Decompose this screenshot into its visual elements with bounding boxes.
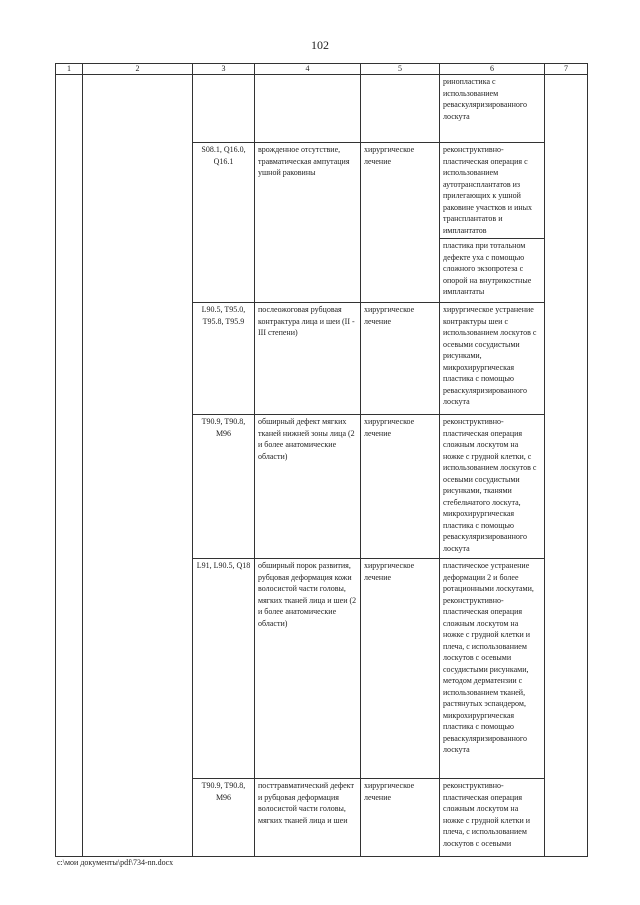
column-number: 7	[545, 64, 588, 75]
diagnosis-cell: посттравматический дефект и рубцовая деформация волосистой части головы, мягких тканей лица и шеи	[255, 779, 361, 857]
group-name-cell	[83, 75, 193, 857]
icd-code-cell: L91, L90.5, Q18	[193, 559, 255, 779]
treatment-type-cell: хирургическое лечение	[361, 559, 440, 779]
table-row	[56, 75, 588, 143]
diagnosis-cell	[255, 75, 361, 143]
page-number: 102	[311, 38, 329, 52]
diagnosis-cell: послеожоговая рубцовая контрактура лица и шеи (II - III степени)	[255, 303, 361, 415]
treatment-type-cell: хирургическое лечение	[361, 415, 440, 559]
method-cell: хирургическое устранение контрактуры шеи с использованием лоскутов с осевыми сосудистыми рисунками, микрохирургическая пластика с помощью реваскуляризированного лоскута	[440, 303, 545, 415]
column-number: 6	[440, 64, 545, 75]
method-cell: реконструктивно-пластическая операция сложным лоскутом на ножке с грудной клетки и плеча, с использованием лоскутов с осевыми	[440, 779, 545, 857]
column-number: 2	[83, 64, 193, 75]
treatment-type-cell: хирургическое лечение	[361, 143, 440, 303]
column-number-row	[56, 64, 588, 75]
column-number: 1	[56, 64, 83, 75]
treatment-type-cell: хирургическое лечение	[361, 303, 440, 415]
method-cell: пластика при тотальном дефекте уха с помощью сложного экзопротеза с опорой на внутрикостные имплантаты	[440, 239, 545, 303]
icd-code-cell: S08.1, Q16.0, Q16.1	[193, 143, 255, 303]
treatment-type-cell: хирургическое лечение	[361, 779, 440, 857]
treatment-type-cell	[361, 75, 440, 143]
file-path-footer: c:\мои документы\pdf\734-nn.docx	[57, 858, 174, 867]
column-number: 3	[193, 64, 255, 75]
icd-code-cell: T90.9, T90.8, M96	[193, 779, 255, 857]
method-cell: реконструктивно-пластическая операция с использованием аутотрансплантатов из прилегающих к ушной раковине участков и иных трансплантатов и имплантатов	[440, 143, 545, 239]
method-cell: реконструктивно-пластическая операция сложным лоскутом на ножке с грудной клетки, с использованием лоскутов с осевыми сосудистыми рисунками, тканями стебельчатого лоскута, микрохирургическая пластика с помощью реваскуляризированного лоскута	[440, 415, 545, 559]
icd-code-cell	[193, 75, 255, 143]
diagnosis-cell: врожденное отсутствие, травматическая ампутация ушной раковины	[255, 143, 361, 303]
column-number: 4	[255, 64, 361, 75]
diagnosis-cell: обширный дефект мягких тканей нижней зоны лица (2 и более анатомические области)	[255, 415, 361, 559]
method-cell: пластическое устранение деформации 2 и более ротационными лоскутами, реконструктивно-пластическая операция сложным лоскутом на ножке с грудной клетки и плеча, с использованием лоскутов с осевыми сосудистыми рисунками, методом дерматензии с использованием тканей, растянутых эспандером, микрохирургическая пластика с помощью реваскуляризированного лоскута	[440, 559, 545, 779]
icd-code-cell: L90.5, T95.0, T95.8, T95.9	[193, 303, 255, 415]
diagnosis-cell: обширный порок развития, рубцовая деформация кожи волосистой части головы, мягких тканей лица и шеи (2 и более анатомические области)	[255, 559, 361, 779]
method-cell: ринопластика с использованием реваскуляризированного лоскута	[440, 75, 545, 143]
column-number: 5	[361, 64, 440, 75]
group-number-cell	[56, 75, 83, 857]
medical-care-table	[55, 63, 588, 857]
icd-code-cell: T90.9, T90.8, M96	[193, 415, 255, 559]
cost-cell	[545, 75, 588, 857]
